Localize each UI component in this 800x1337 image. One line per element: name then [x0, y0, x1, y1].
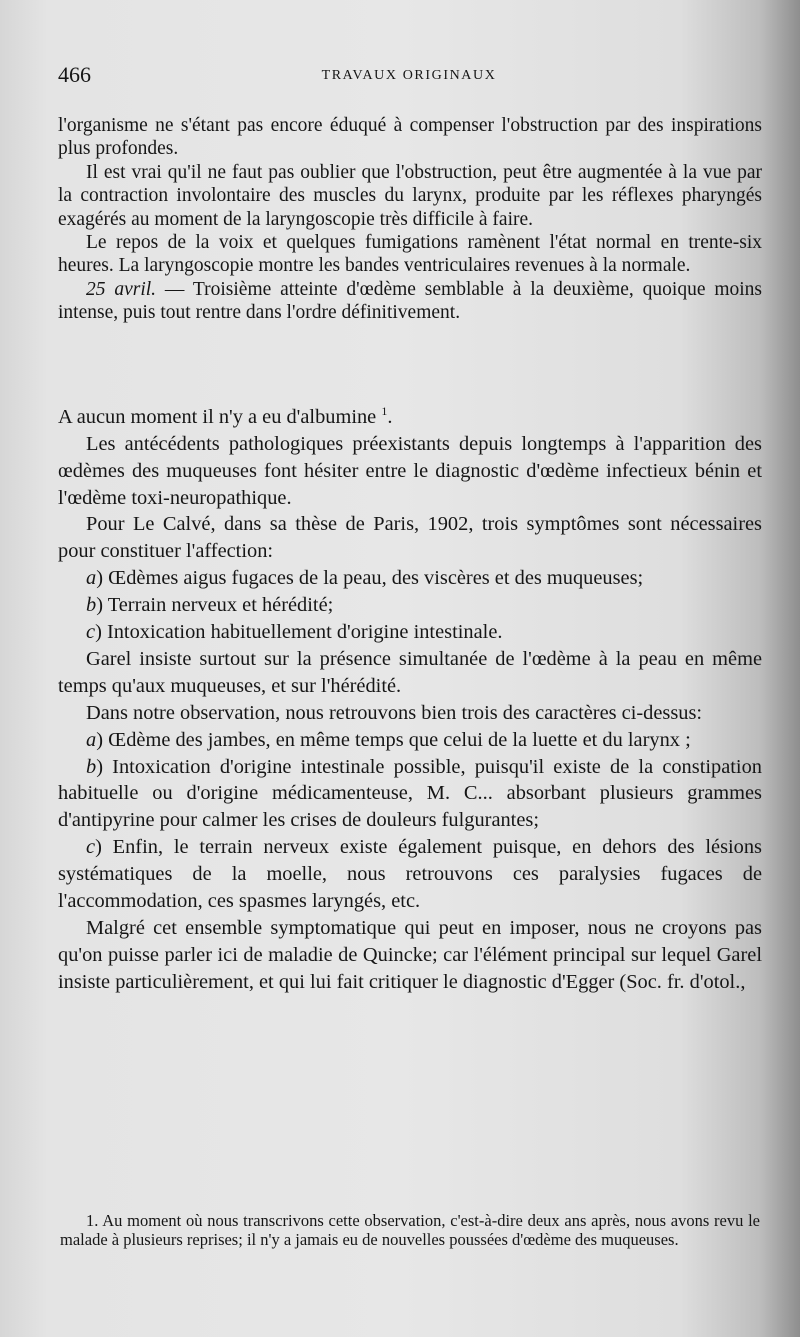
list-letter: a: [86, 728, 97, 751]
paragraph-garel: Garel insiste surtout sur la présence simultanée de l'œdème à la peau en même temps qu'aux muqueuses, et sur l'hérédité.: [58, 647, 762, 697]
list-item-obs-c: [58, 834, 762, 915]
paragraph-date-entry: [58, 278, 762, 325]
list-item-text: ) Intoxication habituellement d'origine intestinale.: [95, 621, 503, 644]
paragraph-albumine: [58, 398, 762, 431]
running-head: TRAVAUX ORIGINAUX: [321, 68, 497, 83]
body-text-main: [58, 398, 762, 996]
list-item-text: ) Œdème des jambes, en même temps que celui de la luette et du larynx ;: [96, 728, 691, 751]
footnote: [60, 1212, 760, 1249]
albumine-text: A aucun moment il n'y a eu d'albumine: [58, 405, 377, 428]
paragraph-observation: Dans notre observation, nous retrouvons bien trois des caractères ci-dessus:: [86, 701, 703, 724]
list-item-text: ) Terrain nerveux et hérédité;: [96, 594, 334, 617]
paragraph-obstruction: Il est vrai qu'il ne faut pas oublier que l'obstruction, peut être augmentée à la vue par la contraction involontaire des muscles du larynx, produite par les réflexes pharyngés exagérés au moment de la laryngoscopie très difficile à faire.: [58, 161, 762, 230]
body-text-top: [58, 114, 762, 325]
paragraph-malgre: Malgré cet ensemble symptomatique qui peut en imposer, nous ne croyons pas qu'on puisse parler ici de maladie de Quincke; car l'élément principal sur lequel Garel insiste particulièrement, et qui lui fait critiquer le diagnostic d'Egger (Soc. fr. d'otol.,: [58, 917, 762, 993]
list-item-text: ) Enfin, le terrain nerveux existe également puisque, en dehors des lésions systématiques de la moelle, nous retrouvons ces paralysies fugaces de l'accommodation, ces spasmes laryngés, etc.: [58, 836, 762, 913]
footnote-text: 1. Au moment où nous transcrivons cette observation, c'est-à-dire deux ans après, nous avons revu le malade à plusieurs reprises; il n'y a jamais eu de nouvelles poussées d'œdème des muqueuses.: [60, 1211, 760, 1249]
list-letter: b: [86, 594, 97, 617]
list-letter: c: [86, 836, 96, 859]
paragraph-antecedents: Les antécédents pathologiques préexistants depuis longtemps à l'apparition des œdèmes des muqueuses font hésiter entre le diagnostic d'œdème infectieux bénin et l'œdème toxi-neuropathique.: [58, 432, 762, 509]
date-label: 25 avril.: [86, 278, 157, 300]
date-entry-text: — Troisième atteinte d'œdème semblable à la deuxième, quoique moins intense, puis tout rentre dans l'ordre définitivement.: [58, 278, 762, 324]
list-item-calve-a: [58, 565, 762, 592]
albumine-end: .: [387, 405, 393, 428]
list-item-obs-a: [58, 727, 762, 754]
list-item-text: ) Œdèmes aigus fugaces de la peau, des viscères et des muqueuses;: [96, 567, 644, 590]
paragraph-repos: Le repos de la voix et quelques fumigations ramènent l'état normal en trente-six heures. La laryngoscopie montre les bandes ventriculaires revenues à la normale.: [58, 232, 762, 277]
list-item-calve-c: [58, 619, 762, 646]
page-header: [58, 62, 740, 92]
paragraph-continuation: l'organisme ne s'étant pas encore éduqué à compenser l'obstruction par des inspirations plus profondes.: [58, 115, 762, 160]
list-letter: b: [86, 755, 97, 778]
list-item-text: ) Intoxication d'origine intestinale possible, puisqu'il existe de la constipation habituelle ou d'origine médicamenteuse, M. C... absorbant plusieurs grammes d'antipyrine pour calmer les crises de douleurs fulgurantes;: [58, 755, 762, 832]
page-number: 466: [58, 62, 91, 87]
list-letter: c: [86, 621, 96, 644]
paragraph-calve: Pour Le Calvé, dans sa thèse de Paris, 1902, trois symptômes sont nécessaires pour constituer l'affection:: [58, 513, 762, 563]
list-item-calve-b: [58, 592, 762, 619]
list-item-obs-b: [58, 754, 762, 835]
list-letter: a: [86, 567, 97, 590]
footnote-reference: 1: [381, 404, 388, 418]
